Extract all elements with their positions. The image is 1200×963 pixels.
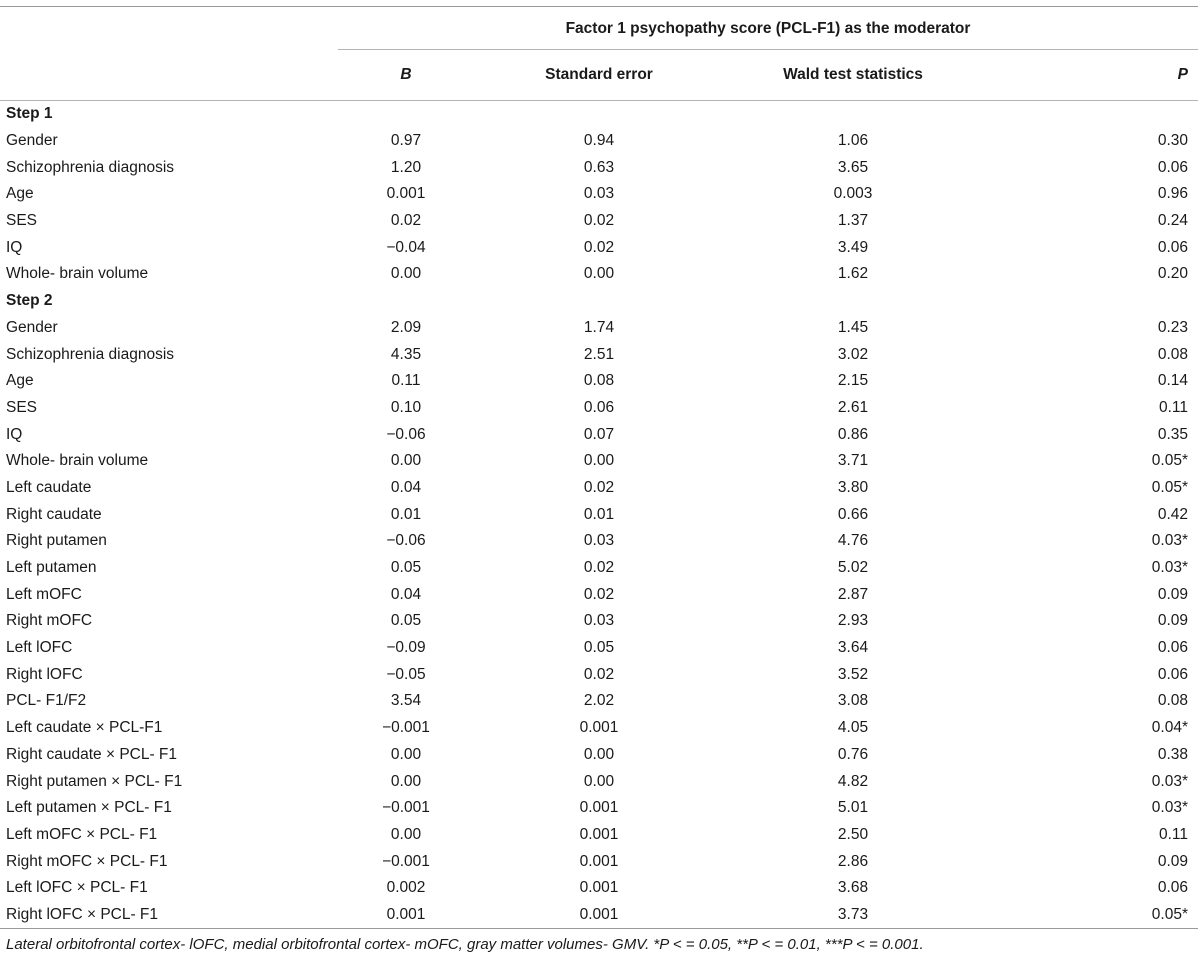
table-row xyxy=(0,341,1198,368)
moderator-header: Factor 1 psychopathy score (PCL-F1) as the moderator xyxy=(338,7,1198,50)
cell-p: 0.42 xyxy=(1157,505,1188,523)
cell-b: 0.00 xyxy=(390,452,422,470)
cell-standard-error: 0.03 xyxy=(583,612,615,630)
row-label: Left caudate × PCL-F1 xyxy=(6,719,163,737)
table-row xyxy=(0,261,1198,288)
cell-wald: 5.01 xyxy=(837,799,869,817)
cell-b: 0.001 xyxy=(386,185,426,203)
cell-standard-error: 0.001 xyxy=(579,719,619,737)
table-row xyxy=(0,822,1198,849)
row-label: Right caudate × PCL- F1 xyxy=(6,745,178,763)
row-label: Right putamen xyxy=(6,532,107,550)
cell-standard-error: 0.02 xyxy=(583,478,615,496)
table-row xyxy=(0,208,1198,235)
table-row xyxy=(0,154,1198,181)
cell-standard-error: 0.01 xyxy=(583,505,615,523)
table-row xyxy=(0,902,1198,929)
cell-p: 0.06 xyxy=(1157,665,1188,683)
cell-b: 0.97 xyxy=(390,132,422,150)
empty-cell xyxy=(474,101,724,128)
cell-p: 0.05* xyxy=(1151,452,1188,470)
cell-p: 0.96 xyxy=(1157,185,1188,203)
cell-p: 0.05* xyxy=(1151,478,1188,496)
table-row xyxy=(0,848,1198,875)
cell-standard-error: 0.001 xyxy=(474,902,724,929)
cell-b: 0.05 xyxy=(390,612,422,630)
cell-p: 0.03* xyxy=(1151,799,1188,817)
row-label: Schizophrenia diagnosis xyxy=(6,158,175,176)
cell-b: 3.54 xyxy=(390,692,422,710)
cell-b: 0.04 xyxy=(390,585,422,603)
row-label: SES xyxy=(6,212,38,230)
step-row xyxy=(0,288,1198,315)
cell-wald: 4.05 xyxy=(837,719,869,737)
table-row xyxy=(0,742,1198,769)
cell-p: 0.06 xyxy=(1157,639,1188,657)
row-label: Right mOFC × PCL- F1 xyxy=(6,852,168,870)
cell-p: 0.04* xyxy=(1151,719,1188,737)
cell-b: 0.01 xyxy=(390,505,422,523)
cell-p: 0.03* xyxy=(1151,559,1188,577)
empty-cell xyxy=(474,288,724,315)
cell-p: 0.08 xyxy=(1157,345,1188,363)
cell-p: 0.09 xyxy=(1157,585,1188,603)
cell-b: 0.001 xyxy=(338,902,474,929)
empty-cell xyxy=(982,288,1198,315)
cell-wald: 0.66 xyxy=(837,505,869,523)
cell-wald: 3.52 xyxy=(837,665,869,683)
empty-header-cell xyxy=(0,7,338,50)
table-body xyxy=(0,101,1198,929)
cell-standard-error: 0.02 xyxy=(583,665,615,683)
cell-standard-error: 0.001 xyxy=(579,879,619,897)
row-label: Whole- brain volume xyxy=(6,452,149,470)
row-label: Age xyxy=(6,372,34,390)
cell-wald: 2.50 xyxy=(837,825,869,843)
cell-b: −0.06 xyxy=(386,532,426,550)
table-row xyxy=(0,661,1198,688)
row-label: Whole- brain volume xyxy=(6,265,149,283)
row-label: Left lOFC × PCL- F1 xyxy=(6,879,148,897)
row-label: PCL- F1/F2 xyxy=(6,692,87,710)
cell-p: 0.03* xyxy=(1151,772,1188,790)
cell-p: 0.09 xyxy=(1157,612,1188,630)
column-header-standard-error: Standard error xyxy=(474,50,724,101)
column-header-b: B xyxy=(338,50,474,101)
column-header-p: P xyxy=(982,50,1198,101)
cell-standard-error: 0.94 xyxy=(583,132,615,150)
cell-wald: 3.08 xyxy=(837,692,869,710)
row-label: Right caudate xyxy=(6,505,102,523)
cell-wald: 1.37 xyxy=(837,212,869,230)
cell-wald: 0.003 xyxy=(833,185,873,203)
cell-wald: 1.45 xyxy=(837,318,869,336)
row-label: Left lOFC xyxy=(6,639,73,657)
cell-standard-error: 0.00 xyxy=(583,265,615,283)
row-label: Left caudate xyxy=(6,478,92,496)
empty-cell xyxy=(982,101,1198,128)
table-row xyxy=(0,635,1198,662)
cell-standard-error: 2.51 xyxy=(583,345,615,363)
cell-wald: 2.61 xyxy=(837,398,869,416)
table-row xyxy=(0,395,1198,422)
step-label: Step 1 xyxy=(6,105,53,123)
table-row xyxy=(0,608,1198,635)
table-row xyxy=(0,555,1198,582)
cell-standard-error: 0.001 xyxy=(579,825,619,843)
cell-p: 0.06 xyxy=(1157,879,1188,897)
table-row xyxy=(0,581,1198,608)
table-row xyxy=(0,128,1198,155)
step-label: Step 2 xyxy=(6,292,53,310)
cell-b: 0.02 xyxy=(390,212,422,230)
row-label: Schizophrenia diagnosis xyxy=(6,345,175,363)
cell-b: −0.05 xyxy=(386,665,426,683)
cell-b: 1.20 xyxy=(390,158,422,176)
cell-b: −0.001 xyxy=(382,852,430,870)
cell-b: 0.002 xyxy=(386,879,426,897)
cell-wald: 2.15 xyxy=(837,372,869,390)
moderator-header-row xyxy=(0,7,1198,50)
cell-b: 0.00 xyxy=(390,772,422,790)
table-row xyxy=(0,181,1198,208)
cell-p: 0.35 xyxy=(1157,425,1188,443)
cell-wald: 3.02 xyxy=(837,345,869,363)
empty-cell xyxy=(724,288,982,315)
cell-p: 0.06 xyxy=(1157,238,1188,256)
cell-standard-error: 0.05 xyxy=(583,639,615,657)
cell-standard-error: 0.00 xyxy=(583,745,615,763)
cell-b: −0.001 xyxy=(382,719,430,737)
cell-standard-error: 0.08 xyxy=(583,372,615,390)
cell-standard-error: 0.00 xyxy=(583,772,615,790)
cell-wald: 3.71 xyxy=(837,452,869,470)
cell-p: 0.09 xyxy=(1157,852,1188,870)
cell-wald: 4.76 xyxy=(837,532,869,550)
cell-standard-error: 0.07 xyxy=(583,425,615,443)
row-label: Age xyxy=(6,185,34,203)
cell-p: 0.24 xyxy=(1157,212,1188,230)
table-row xyxy=(0,875,1198,902)
step-row xyxy=(0,101,1198,128)
cell-b: 0.00 xyxy=(390,825,422,843)
table-row xyxy=(0,368,1198,395)
cell-b: 0.11 xyxy=(391,372,421,390)
cell-b: 2.09 xyxy=(390,318,422,336)
empty-cell xyxy=(338,101,474,128)
cell-p: 0.14 xyxy=(1157,372,1188,390)
row-label: Gender xyxy=(6,132,58,150)
row-label: Right putamen × PCL- F1 xyxy=(6,772,183,790)
row-label: IQ xyxy=(6,238,23,256)
cell-b: 0.00 xyxy=(390,745,422,763)
cell-standard-error: 0.02 xyxy=(583,585,615,603)
cell-standard-error: 0.02 xyxy=(583,212,615,230)
cell-b: −0.06 xyxy=(386,425,426,443)
cell-standard-error: 0.03 xyxy=(583,185,615,203)
row-label: Left putamen × PCL- F1 xyxy=(6,799,172,817)
row-label: Gender xyxy=(6,318,58,336)
column-header-row xyxy=(0,50,1198,101)
cell-wald: 3.65 xyxy=(837,158,869,176)
empty-header-cell xyxy=(0,50,338,101)
table-row xyxy=(0,688,1198,715)
regression-table xyxy=(0,6,1198,929)
cell-standard-error: 0.03 xyxy=(583,532,615,550)
table-row xyxy=(0,715,1198,742)
cell-p: 0.30 xyxy=(1157,132,1188,150)
row-label: SES xyxy=(6,398,38,416)
table-row xyxy=(0,315,1198,342)
cell-wald: 3.73 xyxy=(724,902,982,929)
cell-standard-error: 2.02 xyxy=(583,692,615,710)
row-label: Right lOFC xyxy=(6,665,83,683)
table-row xyxy=(0,421,1198,448)
cell-wald: 1.06 xyxy=(837,132,869,150)
cell-standard-error: 0.00 xyxy=(583,452,615,470)
cell-standard-error: 1.74 xyxy=(583,318,615,336)
cell-wald: 3.68 xyxy=(837,879,869,897)
cell-wald: 0.86 xyxy=(837,425,869,443)
row-label: Left putamen xyxy=(6,559,97,577)
cell-standard-error: 0.001 xyxy=(579,852,619,870)
cell-wald: 3.49 xyxy=(837,238,869,256)
cell-standard-error: 0.02 xyxy=(583,559,615,577)
cell-wald: 2.87 xyxy=(837,585,869,603)
cell-p: 0.11 xyxy=(1158,398,1188,416)
cell-p: 0.06 xyxy=(1157,158,1188,176)
cell-wald: 5.02 xyxy=(837,559,869,577)
cell-p: 0.38 xyxy=(1157,745,1188,763)
cell-standard-error: 0.02 xyxy=(583,238,615,256)
table-row xyxy=(0,795,1198,822)
cell-wald: 3.80 xyxy=(837,478,869,496)
table-row xyxy=(0,528,1198,555)
cell-standard-error: 0.001 xyxy=(579,799,619,817)
cell-wald: 1.62 xyxy=(837,265,869,283)
cell-p: 0.05* xyxy=(982,902,1198,929)
cell-p: 0.23 xyxy=(1157,318,1188,336)
cell-b: 0.05 xyxy=(390,559,422,577)
cell-wald: 2.86 xyxy=(837,852,869,870)
cell-p: 0.11 xyxy=(1158,825,1188,843)
table-row xyxy=(0,234,1198,261)
cell-p: 0.03* xyxy=(1151,532,1188,550)
cell-b: −0.04 xyxy=(386,238,426,256)
row-label: Right mOFC xyxy=(6,612,93,630)
cell-b: 0.10 xyxy=(390,398,422,416)
cell-standard-error: 0.06 xyxy=(583,398,615,416)
empty-cell xyxy=(338,288,474,315)
cell-wald: 3.64 xyxy=(837,639,869,657)
table-footnote: Lateral orbitofrontal cortex- lOFC, medial orbitofrontal cortex- mOFC, gray matter volumes- GMV. *P < = 0.05, **P < = 0.01, ***P < = 0.001. xyxy=(6,936,924,953)
table-row xyxy=(0,448,1198,475)
table-row xyxy=(0,501,1198,528)
cell-b: 0.04 xyxy=(390,478,422,496)
table-row xyxy=(0,768,1198,795)
cell-standard-error: 0.63 xyxy=(583,158,615,176)
cell-p: 0.08 xyxy=(1157,692,1188,710)
cell-b: 0.00 xyxy=(390,265,422,283)
row-label: Left mOFC xyxy=(6,585,82,603)
row-label: Left mOFC × PCL- F1 xyxy=(6,825,158,843)
cell-b: −0.09 xyxy=(386,639,426,657)
cell-wald: 0.76 xyxy=(837,745,869,763)
row-label: IQ xyxy=(6,425,23,443)
row-label: Right lOFC × PCL- F1 xyxy=(0,902,338,929)
cell-b: −0.001 xyxy=(382,799,430,817)
cell-wald: 2.93 xyxy=(837,612,869,630)
table-row xyxy=(0,475,1198,502)
cell-b: 4.35 xyxy=(390,345,422,363)
empty-cell xyxy=(724,101,982,128)
cell-wald: 4.82 xyxy=(837,772,869,790)
cell-p: 0.20 xyxy=(1157,265,1188,283)
column-header-wald: Wald test statistics xyxy=(724,50,982,101)
